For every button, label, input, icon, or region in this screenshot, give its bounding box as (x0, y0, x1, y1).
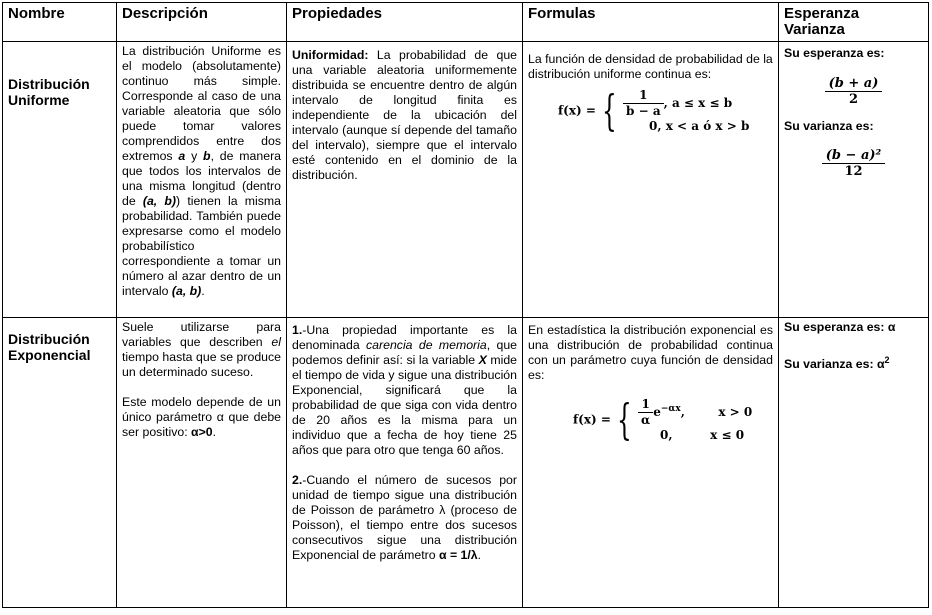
desc-uniforme-part5: . (201, 284, 205, 298)
formula-uniforme-text: La función de densidad de probabilidad de la distribución uniforme continua es: (528, 52, 773, 81)
formula-exponencial-case2: 0, x ≤ 0 (660, 428, 745, 442)
formula-uniforme-case2: 0, x < a ó x > b (649, 119, 750, 133)
prop-exponencial-2-num: 2. (292, 473, 303, 487)
esp-uniforme-num: (b + a) (825, 76, 883, 92)
formula-uniforme-den: b − a (626, 104, 661, 118)
formula-exponencial-den: α (641, 413, 651, 427)
desc-uniforme (117, 42, 287, 318)
formula-exponencial-e: e (653, 405, 661, 419)
header-esperanza: Esperanza (784, 5, 860, 22)
prop-exponencial-1-italic: carencia de memoria (366, 338, 487, 352)
formula-exponencial-expr (573, 397, 773, 443)
formula-uniforme-lhs: f(x) = (558, 103, 596, 118)
prop-uniforme-title: Uniformidad: (292, 48, 369, 62)
formula-exponencial-sup: −αx (660, 404, 681, 414)
prop-exponencial-1-X: X (478, 353, 487, 367)
esp-uniforme-formula (784, 76, 923, 107)
desc-exponencial-alpha: α>0 (191, 425, 213, 439)
formula-uniforme-cases (623, 88, 749, 134)
var-uniforme-num: (b − a)² (822, 148, 885, 164)
esp-uniforme-den: 2 (848, 92, 859, 107)
var-exponencial-sup: 2 (884, 355, 890, 365)
formula-exponencial-text: En estadística la distribución exponencial es una distribución de probabilidad continua con un parámetro cuya función de densidad es: (528, 323, 773, 382)
header-formulas: Formulas (523, 3, 779, 42)
esp-uniforme-label: Su esperanza es: (784, 46, 885, 60)
desc-uniforme-b: b (203, 149, 211, 163)
brace-icon: { (602, 86, 617, 135)
prop-uniforme-text: La probabilidad de que una variable aleatoria uniformemente distribuida se encuentre dentro de algún intervalo de longitud finita es independiente de la ubicación del intervalo (aunque sí depende del tamaño del intervalo), siempre que el intervalo esté contenido en el dominio de la distribución. (292, 48, 517, 182)
formula-exponencial-lhs: f(x) = (573, 412, 611, 427)
esp-exponencial (779, 318, 929, 608)
distribution-table (2, 2, 929, 608)
var-uniforme-formula (784, 148, 923, 179)
desc-uniforme-part1: La distribución Uniforme es el modelo (absolutamente) continuo más simple. Corresponde al caso de una variable aleatoria que sólo puede tomar valores comprendidos entre dos extremos (122, 44, 281, 163)
row-uniforme (3, 42, 929, 318)
prop-exponencial-2a: -Cuando el número de sucesos por unidad de tiempo sigue una distribución de Poisson de parámetro λ (proceso de Poisson), el tiempo entre dos sucesos consecutivos sigue una distribución Exponencial de parámetro (292, 473, 517, 562)
desc-exponencial-p2 (122, 395, 281, 440)
esp-uniforme (779, 42, 929, 318)
prop-exponencial-1a: -Una propiedad importante es la denominada (292, 323, 517, 352)
desc-exponencial-p1 (122, 320, 281, 380)
formula-exponencial (523, 318, 779, 608)
var-uniforme-den: 12 (844, 164, 863, 179)
prop-exponencial-2b: α = 1/λ (438, 548, 478, 562)
prop-exponencial-1-num: 1. (292, 323, 303, 337)
desc-exponencial-el: el (271, 335, 281, 349)
formula-uniforme-case1 (623, 88, 749, 119)
prop-exponencial-1 (292, 323, 517, 458)
name-uniforme: Distribución Uniforme (3, 42, 117, 318)
prop-exponencial-2 (292, 473, 517, 563)
formula-exponencial-cases (638, 397, 752, 443)
desc-exponencial-2: Este modelo depende de un único parámetro α que debe ser positivo: (122, 395, 281, 439)
prop-exponencial (287, 318, 523, 608)
header-propiedades: Propiedades (287, 3, 523, 42)
desc-uniforme-ab2: (a, b) (171, 284, 202, 298)
var-exponencial-label (784, 353, 923, 372)
prop-uniforme (287, 42, 523, 318)
formula-uniforme-expr (558, 88, 773, 134)
desc-exponencial (117, 318, 287, 608)
desc-uniforme-part2: y (185, 149, 204, 163)
desc-exponencial-end: . (212, 425, 217, 439)
desc-uniforme-part3: , de manera que todos los intervalos de una misma longitud (dentro de (122, 149, 281, 208)
formula-uniforme-num: 1 (623, 88, 664, 104)
formula-uniforme (523, 42, 779, 318)
formula-exponencial-case1 (638, 397, 752, 428)
var-uniforme-label: Su varianza es: (784, 119, 874, 133)
desc-exponencial-1b: tiempo hasta que se produce un determinado suceso. (122, 350, 281, 379)
prop-exponencial-1c: mide el tiempo de vida y sigue una distribución Exponencial, significará que la probabilidad de que siga con vida dentro de 20 años es la misma para un individuo que a fecha de hoy tiene 25 años que para otro que tenga 60 años. (292, 353, 517, 457)
header-varianza: Varianza (784, 21, 845, 38)
header-esperanza-varianza (779, 3, 929, 42)
desc-uniforme-ab: (a, b) (142, 194, 177, 208)
name-exponencial: Distribución Exponencial (3, 318, 117, 608)
var-exponencial-text: Su varianza es: α (784, 357, 885, 372)
prop-exponencial-2c: . (477, 548, 482, 562)
header-descripcion: Descripción (117, 3, 287, 42)
prop-exponencial-1b: , que podemos definir así: si la variable (292, 338, 517, 367)
esp-exponencial-label: Su esperanza es: α (784, 320, 896, 334)
brace-icon: { (617, 395, 632, 444)
desc-uniforme-part4: ) tienen la misma probabilidad. También puede expresarse como el modelo probabilístico correspondiente a tomar un número al azar dentro de un intervalo (122, 194, 281, 298)
formula-exponencial-cond1: , x > 0 (680, 405, 753, 419)
row-exponencial (3, 318, 929, 608)
desc-exponencial-1a: Suele utilizarse para variables que describen (122, 320, 281, 349)
header-nombre: Nombre (3, 3, 117, 42)
formula-exponencial-num: 1 (638, 397, 653, 413)
desc-uniforme-a: a (178, 149, 186, 163)
formula-uniforme-cond1: , a ≤ x ≤ b (663, 96, 733, 110)
header-row (3, 3, 929, 42)
